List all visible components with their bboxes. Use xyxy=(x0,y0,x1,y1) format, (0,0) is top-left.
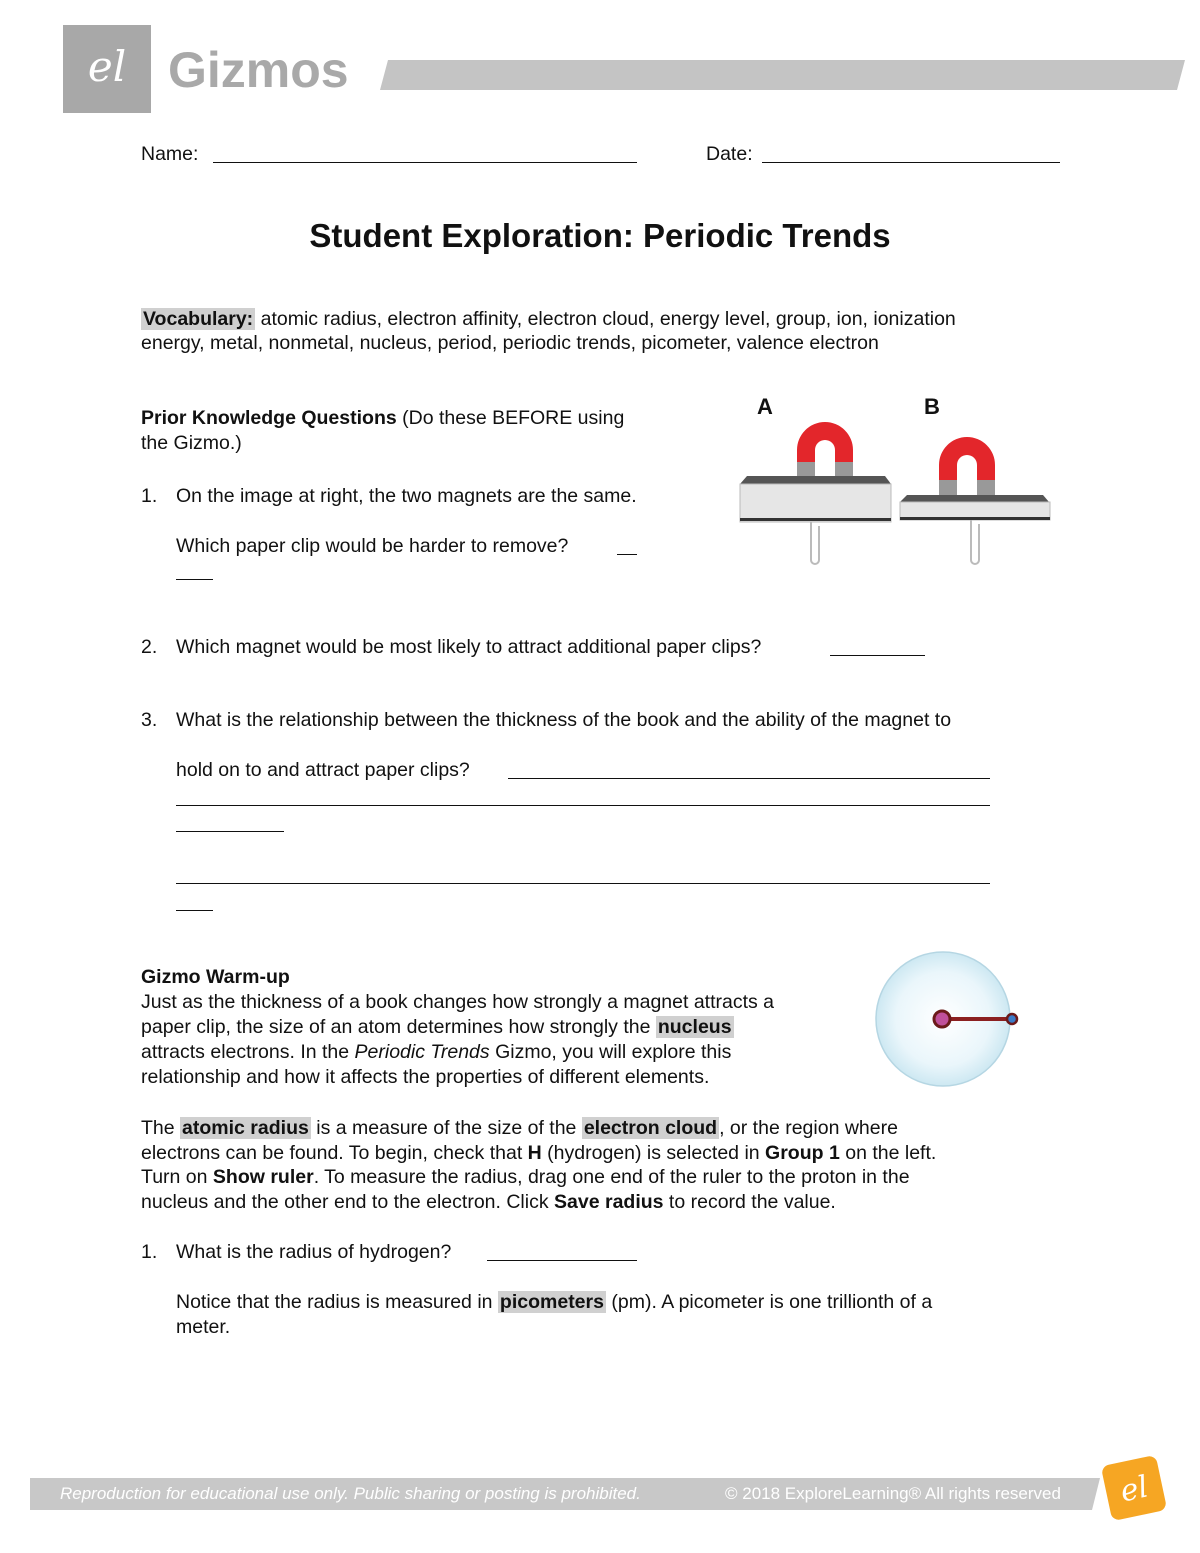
header-bar xyxy=(380,60,1185,90)
prior-q3-answer-line-2[interactable] xyxy=(176,805,990,806)
prior-heading-note: (Do these BEFORE using xyxy=(402,407,625,429)
electron-icon xyxy=(1007,1014,1017,1024)
prior-q1-answer-field-cont[interactable] xyxy=(176,579,213,580)
prior-q1-number: 1. xyxy=(141,485,158,507)
warmup-p1-line-4: relationship and how it affects the properties of different elements. xyxy=(141,1066,710,1088)
prior-q2-text: Which magnet would be most likely to attract additional paper clips? xyxy=(176,636,762,658)
atom-illustration xyxy=(868,945,1028,1095)
footer-disclaimer: Reproduction for educational use only. Public sharing or posting is prohibited. xyxy=(60,1484,641,1503)
magnet-b xyxy=(900,437,1050,564)
vocabulary-terms-1: atomic radius, electron affinity, electron cloud, energy level, group, ion, ionization xyxy=(260,308,956,330)
group-1: Group 1 xyxy=(765,1142,840,1164)
warmup-note-line-1 xyxy=(176,1290,932,1315)
warmup-p1-line-3-b: Gizmo, you will explore this xyxy=(495,1041,732,1063)
prior-q1-text: On the image at right, the two magnets are the same. xyxy=(176,485,637,507)
footer-copyright: © 2018 ExploreLearning® All rights reserved xyxy=(725,1484,1061,1503)
nucleus-icon xyxy=(934,1011,950,1027)
warmup-p1-line-3-a: attracts electrons. In the xyxy=(141,1041,350,1063)
prior-q1-subquestion: Which paper clip would be harder to remove? xyxy=(176,535,569,557)
warmup-p2-line-4-b: to record the value. xyxy=(668,1191,836,1213)
name-label: Name: xyxy=(141,143,199,165)
prior-q2-number: 2. xyxy=(141,636,158,658)
svg-text:el: el xyxy=(1117,1469,1152,1510)
warmup-p2-line-3 xyxy=(141,1165,910,1190)
prior-q3-text-2: hold on to and attract paper clips? xyxy=(176,759,470,781)
warmup-note-line-2: meter. xyxy=(176,1316,231,1338)
warmup-p2-line-2-b: (hydrogen) is selected in xyxy=(547,1142,760,1164)
term-atomic-radius: atomic radius xyxy=(182,1117,309,1139)
magnets-illustration xyxy=(735,392,1055,572)
name-field[interactable] xyxy=(213,162,637,163)
term-picometers: picometers xyxy=(499,1291,604,1313)
warmup-note-b: (pm). A picometer is one trillionth of a xyxy=(611,1291,933,1313)
warmup-q1-text: What is the radius of hydrogen? xyxy=(176,1241,452,1263)
save-radius-ref: Save radius xyxy=(554,1191,664,1213)
prior-heading xyxy=(141,406,624,431)
warmup-p2-line-3-a: Turn on xyxy=(141,1166,208,1188)
magnet-label-b: B xyxy=(924,394,940,419)
warmup-p1-line-3 xyxy=(141,1040,731,1065)
show-ruler-ref: Show ruler xyxy=(212,1166,314,1188)
explorelearning-logo-icon: el xyxy=(87,42,127,91)
magnet-label-a: A xyxy=(757,394,773,419)
date-label: Date: xyxy=(706,143,753,165)
page-title: Student Exploration: Periodic Trends xyxy=(309,217,891,254)
warmup-p2-line-1-a: The xyxy=(141,1117,175,1139)
prior-q1-answer-field[interactable] xyxy=(617,554,637,555)
warmup-q1-number: 1. xyxy=(141,1241,158,1263)
prior-q2-answer-field[interactable] xyxy=(830,655,925,656)
vocabulary-line-1 xyxy=(141,307,1061,332)
warmup-p2-line-4-a: nucleus and the other end to the electron. Click xyxy=(141,1191,549,1213)
warmup-p2-line-4 xyxy=(141,1190,836,1215)
footer-logo-icon xyxy=(1098,1452,1170,1524)
prior-q3-answer-line-3[interactable] xyxy=(176,831,284,832)
date-field[interactable] xyxy=(762,162,1060,163)
header-logo-box xyxy=(63,25,151,113)
vocabulary-line-2: energy, metal, nonmetal, nucleus, period, periodic trends, picometer, valence electron xyxy=(141,332,879,354)
warmup-p2-line-3-b: . To measure the radius, drag one end of the ruler to the proton in the xyxy=(313,1166,910,1188)
term-electron-cloud: electron cloud xyxy=(583,1117,718,1139)
warmup-q1-answer-field[interactable] xyxy=(487,1260,637,1261)
prior-q3-number: 3. xyxy=(141,709,158,731)
prior-q3-answer-line-1[interactable] xyxy=(508,778,990,779)
header-brand: Gizmos xyxy=(168,42,349,98)
warmup-p2-line-1-c: , or the region where xyxy=(719,1117,898,1139)
gizmo-name: Periodic Trends xyxy=(354,1041,490,1063)
warmup-p2-line-1 xyxy=(141,1116,898,1141)
term-nucleus: nucleus xyxy=(657,1016,732,1038)
element-h: H xyxy=(527,1142,542,1164)
warmup-p1-line-2 xyxy=(141,1015,734,1040)
warmup-p2-line-2-a: electrons can be found. To begin, check that xyxy=(141,1142,523,1164)
prior-q3-text: What is the relationship between the thickness of the book and the ability of the magnet to xyxy=(176,709,952,731)
warmup-p1-line-2-text: paper clip, the size of an atom determines how strongly the xyxy=(141,1016,651,1038)
warmup-p2-line-2-c: on the left. xyxy=(845,1142,937,1164)
warmup-heading: Gizmo Warm-up xyxy=(141,966,290,988)
prior-q3-answer-line-5[interactable] xyxy=(176,910,213,911)
warmup-p1-line-1: Just as the thickness of a book changes how strongly a magnet attracts a xyxy=(141,991,775,1013)
magnet-a xyxy=(740,422,891,564)
prior-heading-note-2: the Gizmo.) xyxy=(141,432,242,454)
vocabulary-label: Vocabulary: xyxy=(143,308,254,330)
prior-q3-answer-line-4[interactable] xyxy=(176,883,990,884)
prior-heading-title: Prior Knowledge Questions xyxy=(141,407,397,429)
warmup-note-a: Notice that the radius is measured in xyxy=(176,1291,493,1313)
warmup-p2-line-2 xyxy=(141,1141,936,1166)
warmup-p2-line-1-b: is a measure of the size of the xyxy=(316,1117,577,1139)
